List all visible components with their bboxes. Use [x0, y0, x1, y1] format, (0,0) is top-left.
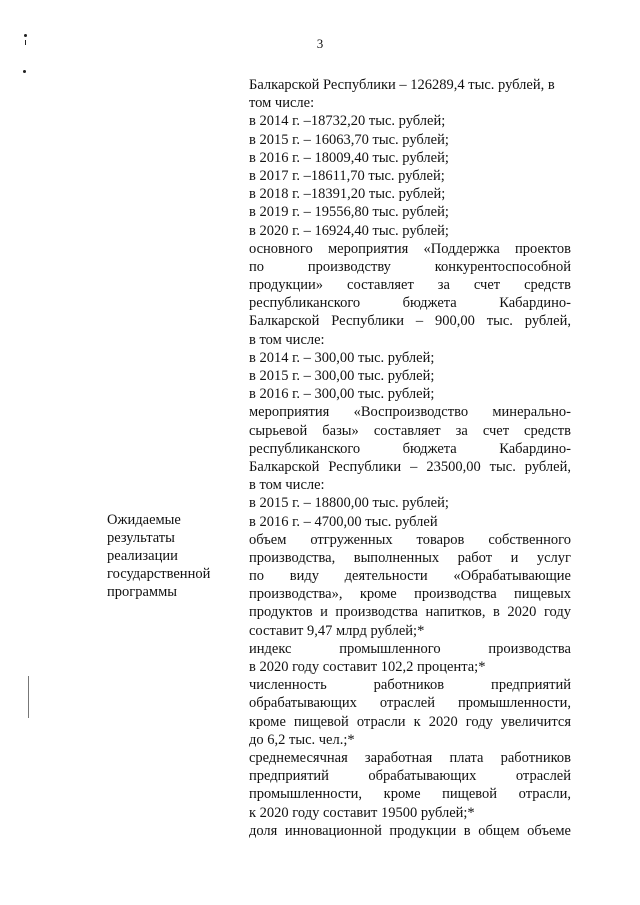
scan-mark: [24, 34, 27, 37]
program-text: [249, 76, 571, 840]
label-line: Ожидаемые: [107, 512, 181, 528]
text-line: продукции» составляет за счет средств: [249, 277, 571, 294]
text-line: в 2016 г. – 300,00 тыс. рублей;: [249, 386, 435, 403]
text-line: среднемесячная заработная плата работников: [249, 749, 571, 766]
text-line: обрабатывающих отраслей промышленности,: [249, 695, 571, 712]
text-line: мероприятия «Воспроизводство минерально-: [249, 404, 571, 421]
text-line: сырьевой базы» составляет за счет средств: [249, 422, 571, 439]
text-line: составит 9,47 млрд рублей;*: [249, 622, 425, 639]
text-line: производства», кроме производства пищевых: [249, 586, 571, 603]
scan-mark: [28, 676, 29, 718]
text-line: промышленности, кроме пищевой отрасли,: [249, 786, 571, 803]
text-line: в 2016 г. – 18009,40 тыс. рублей;: [249, 149, 449, 166]
funding-section: [249, 76, 571, 531]
text-line: республиканского бюджета Кабардино-: [249, 295, 571, 312]
text-line: производства, выполненных работ и услуг: [249, 549, 571, 566]
text-line: объем отгруженных товаров собственного: [249, 531, 571, 548]
text-line: республиканского бюджета Кабардино-: [249, 440, 571, 457]
text-line: кроме пищевой отрасли к 2020 году увеличится: [249, 713, 571, 730]
text-line: Балкарской Республики – 23500,00 тыс. рублей,: [249, 458, 571, 475]
text-line: в 2016 г. – 4700,00 тыс. рублей: [249, 513, 438, 530]
text-line: по виду деятельности «Обрабатывающие: [249, 568, 571, 585]
expected-results-label: [107, 511, 237, 601]
text-line: в 2014 г. –18732,20 тыс. рублей;: [249, 113, 446, 130]
scan-mark: [25, 40, 26, 45]
text-line: в 2020 г. – 16924,40 тыс. рублей;: [249, 222, 449, 239]
text-line: основного мероприятия «Поддержка проектов: [249, 240, 571, 257]
text-line: в 2020 году составит 102,2 процента;*: [249, 659, 486, 675]
text-line: индекс промышленного производства: [249, 640, 571, 657]
text-line: в 2017 г. –18611,70 тыс. рублей;: [249, 167, 445, 184]
page-number: 3: [316, 36, 324, 51]
text-line: продуктов и производства напитков, в 2020 году: [249, 604, 571, 621]
results-section: [249, 531, 571, 840]
text-line: предприятий обрабатывающих отраслей: [249, 768, 571, 785]
text-line: в том числе:: [249, 477, 325, 494]
text-line: Балкарской Республики – 126289,4 тыс. рублей, в: [249, 77, 555, 93]
label-line: государственной: [107, 566, 211, 582]
text-line: в 2015 г. – 18800,00 тыс. рублей;: [249, 495, 449, 512]
text-line: в 2018 г. –18391,20 тыс. рублей;: [249, 186, 446, 203]
scan-mark: [23, 70, 26, 73]
label-line: результаты: [107, 530, 175, 546]
text-line: в 2019 г. – 19556,80 тыс. рублей;: [249, 204, 449, 221]
text-line: по производству конкурентоспособной: [249, 258, 571, 275]
label-line: программы: [107, 584, 177, 600]
text-line: в том числе:: [249, 331, 325, 348]
text-line: в 2014 г. – 300,00 тыс. рублей;: [249, 349, 435, 366]
text-line: том числе:: [249, 95, 315, 112]
text-line: численность работников предприятий: [249, 677, 571, 694]
text-line: до 6,2 тыс. чел.;*: [249, 731, 355, 748]
text-line: доля инновационной продукции в общем объеме: [249, 822, 571, 839]
text-line: в 2015 г. – 300,00 тыс. рублей;: [249, 368, 435, 384]
text-line: в 2015 г. – 16063,70 тыс. рублей;: [249, 131, 449, 148]
text-line: к 2020 году составит 19500 рублей;*: [249, 804, 475, 821]
text-line: Балкарской Республики – 900,00 тыс. рублей,: [249, 313, 571, 330]
label-line: реализации: [107, 548, 178, 564]
